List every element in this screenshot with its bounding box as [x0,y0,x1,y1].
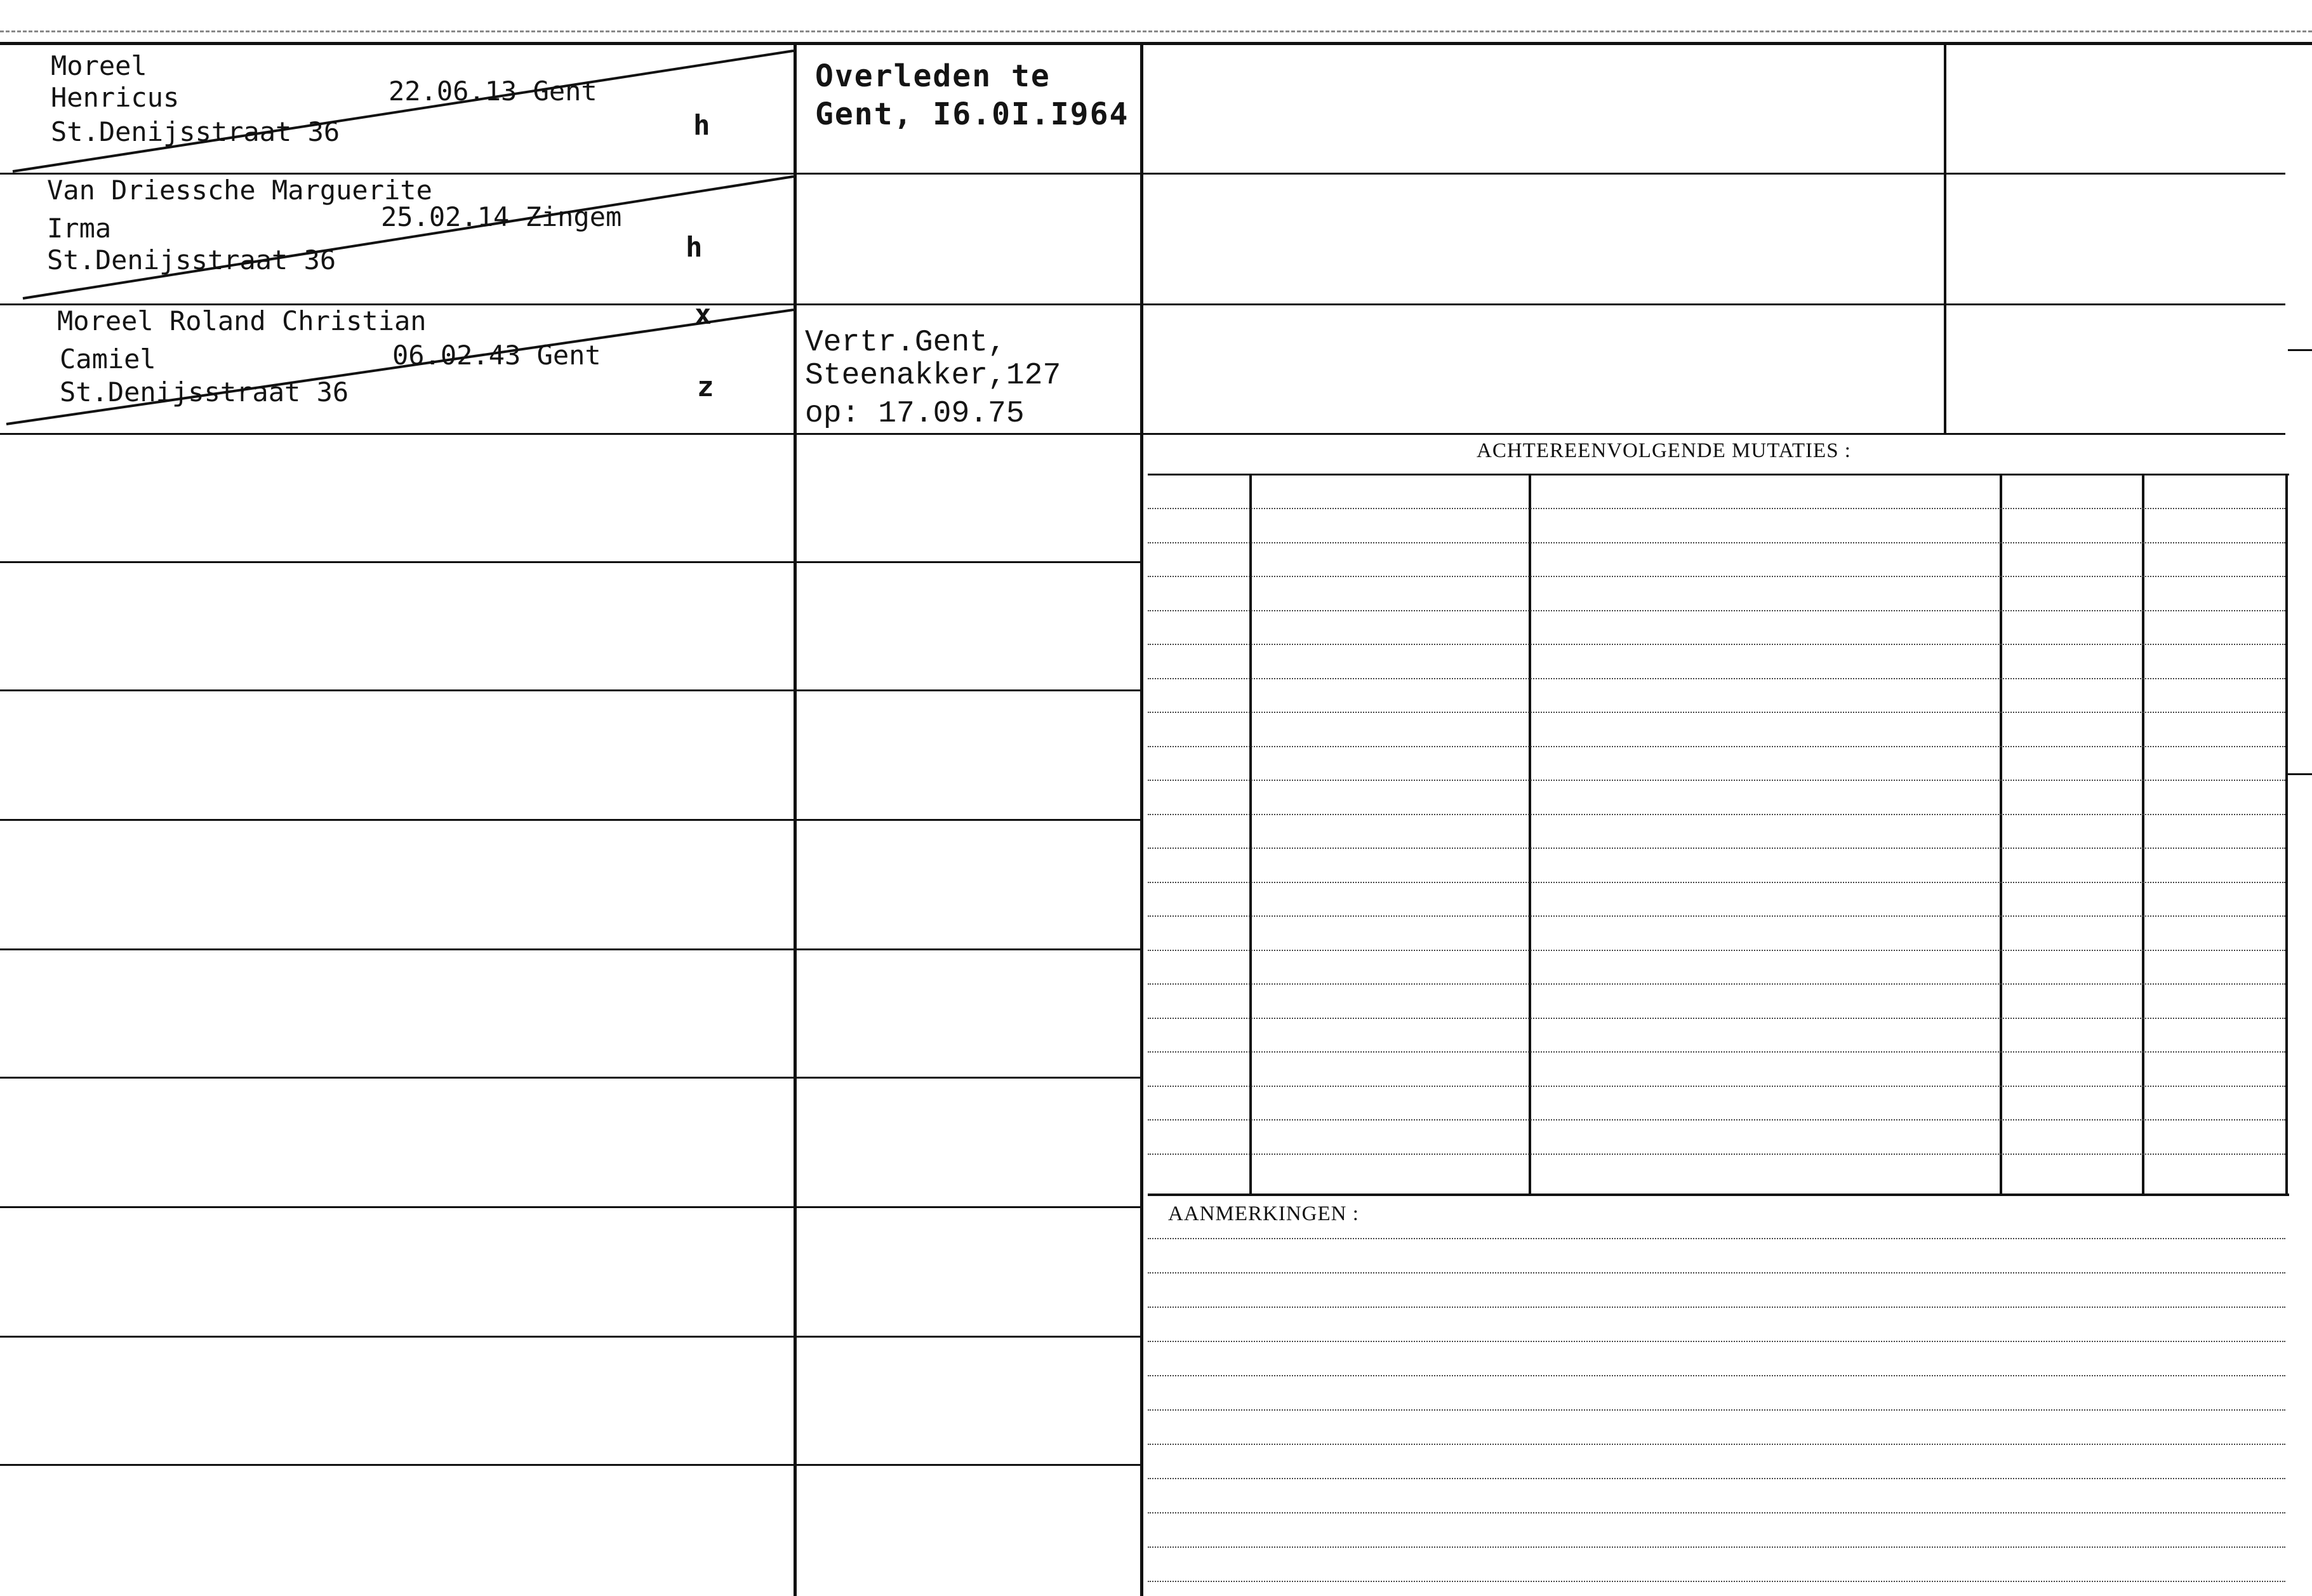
mutations-rule-line [1148,950,2285,951]
mutations-rule-line [1148,780,2285,781]
mutations-rule-line [1148,848,2285,849]
mutations-col-line [2000,474,2002,1195]
mutations-header: ACHTEREENVOLGENDE MUTATIES : [1477,439,1851,462]
mutations-rule-line [1148,508,2285,509]
person-3-code: z [697,371,714,403]
mutations-col-line [1529,474,1531,1195]
remarks-rule-line [1148,1444,2285,1445]
remarks-rule-line [1148,1512,2285,1513]
mutations-col-line [2285,474,2288,1195]
person-2-birth: 25.02.14 Zingem [381,201,622,232]
row-line [795,303,1141,305]
row-line [0,1336,1141,1338]
row-line [0,948,1141,950]
person-3-remark-line2: Steenakker,127 [805,359,1061,393]
mutations-rule-line [1148,1154,2285,1155]
right-row-line [1141,303,2285,305]
person-1-birth: 22.06.13 Gent [389,76,597,107]
remarks-rule-line [1148,1581,2285,1582]
person-1-address: St.Denijsstraat 36 [51,116,340,147]
strike-line-1 [13,51,794,171]
mutations-rule-line [1148,644,2285,645]
row-line [0,1464,1141,1466]
mutations-col-line [2142,474,2144,1195]
mutations-rule-line [1148,1018,2285,1019]
row-line [0,1206,1141,1208]
person-3-address: St.Denijsstraat 36 [60,376,349,408]
person-3-remark-line1: Vertr.Gent, [805,326,1006,360]
remarks-rule-line [1148,1238,2285,1239]
person-3-firstname: Camiel [60,343,156,375]
mutations-rule-line [1148,576,2285,577]
remarks-rule-line [1148,1409,2285,1411]
row-line [795,173,1141,175]
remarks-rule-line [1148,1375,2285,1376]
mutations-col-line [1249,474,1252,1195]
remarks-rule-line [1148,1546,2285,1548]
person-3-surname: Moreel Roland Christian [57,305,427,336]
right-edge-tick [2288,773,2312,775]
person-2-code: h [686,231,703,263]
mutations-bottom-line [1148,1194,2289,1196]
person-2-address: St.Denijsstraat 36 [47,244,336,276]
mutations-rule-line [1148,746,2285,747]
strike-line-2 [23,176,794,298]
person-2-surname: Van Driessche Marguerite [47,175,432,206]
row-line [0,561,1141,563]
row-line [795,433,1141,435]
mutations-rule-line [1148,712,2285,713]
column-divider-right [1944,43,1946,434]
strike-lines [0,0,825,444]
mutations-rule-line [1148,1119,2285,1121]
person-2-firstname: Irma [47,213,112,244]
right-edge-tick [2288,349,2312,351]
mutations-rule-line [1148,983,2285,985]
right-row-line [1141,173,2285,175]
right-row-line [1141,433,2285,435]
person-1-surname: Moreel [51,50,147,81]
remarks-rule-line [1148,1307,2285,1308]
mutations-rule-line [1148,882,2285,883]
mutations-rule-line [1148,1051,2285,1053]
remarks-rule-line [1148,1341,2285,1342]
row-line [0,1077,1141,1079]
remarks-header: AANMERKINGEN : [1168,1202,1359,1225]
remarks-rule-line [1148,1272,2285,1273]
mutations-rule-line [1148,542,2285,543]
strike-line-3 [6,310,794,424]
person-3-birth: 06.02.43 Gent [392,340,601,371]
mutations-rule-line [1148,1086,2285,1087]
row-line [0,689,1141,691]
person-3-remark-line3: op: 17.09.75 [805,397,1025,431]
person-3-mark: x [694,298,712,331]
mutations-rule-line [1148,915,2285,917]
mutations-rule-line [1148,814,2285,815]
mutations-rule-line [1148,678,2285,679]
remarks-rule-line [1148,1478,2285,1479]
person-1-firstname: Henricus [51,82,180,113]
person-1-remark: Overleden te Gent, I6.0I.I964 [815,58,1129,132]
person-1-code: h [693,109,710,142]
mutations-rule-line [1148,610,2285,611]
row-line [0,819,1141,821]
mutations-top-line [1148,474,2289,475]
